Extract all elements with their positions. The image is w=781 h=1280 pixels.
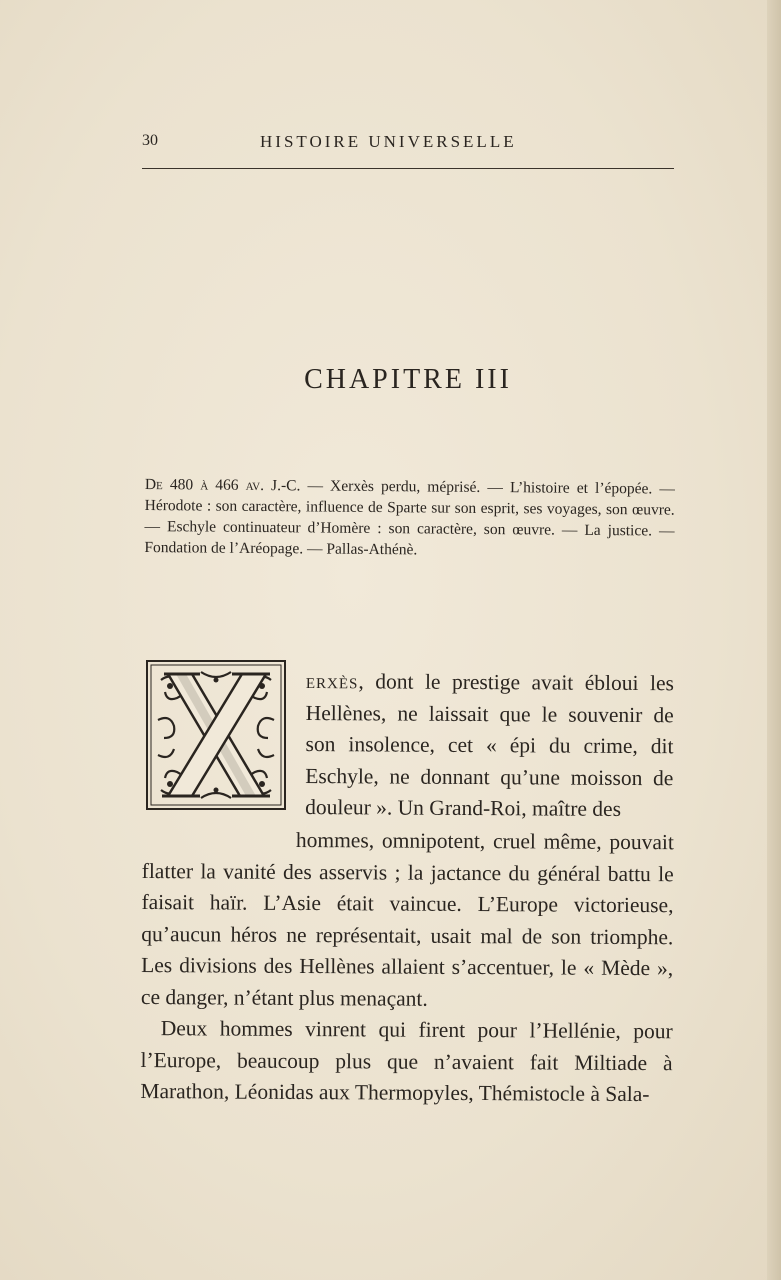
dropcap-word-rest: erxès	[305, 668, 359, 694]
page-edge	[767, 0, 781, 1280]
paragraph-2: Deux hommes vinrent qui firent pour l’Hellénie, pour l’Europe, beaucoup plus que n’avaient fait Miltiade à Marathon, Léonidas aux Thermopyles, Thémistocle à Sala-	[140, 1016, 673, 1107]
running-head	[142, 132, 674, 156]
summary-text: — Xerxès perdu, méprisé. — L’histoire et l’épopée. — Hérodote : son caractère, influence de Sparte sur son esprit, ses voyages, son œuvre. — Eschyle continuateur d’Homère : son caractère, son œuvre. — La justice. — Fondation de l’Aréopage. — Pallas-Athénè.	[144, 477, 675, 559]
paragraph-1-end: hommes, omnipotent, cruel même, pouvait flatter la vanité des asservis ; la jactance du général battu le faisait haïr. L’Asie était vaincue. L’Europe victorieuse, qu’aucun héros ne représentait, usait mal de son triomphe. Les divisions des Hellènes allaient s’accentuer, le « Mède », ce danger, n’étant plus menaçant.	[140, 827, 674, 1011]
chapter-summary	[144, 474, 675, 563]
paragraph-1-start: , dont le prestige avait ébloui les Hellènes, ne laissait que le souvenir de son insolence, cet « épi du crime, dit Eschyle, ne donnant qu’une moisson de douleur ». Un Grand-Roi, maître des	[305, 669, 674, 821]
page-number: 30	[142, 132, 158, 149]
ornamental-initial-x-icon	[146, 660, 286, 810]
header-rule	[142, 168, 674, 169]
summary-date-range: De 480 à 466 av. J.-C.	[144, 475, 301, 495]
running-title: HISTOIRE UNIVERSELLE	[260, 132, 517, 151]
body-paragraph-1-top	[305, 666, 674, 826]
body-paragraph-continued	[140, 824, 674, 1111]
chapter-title: CHAPITRE III	[304, 364, 512, 395]
